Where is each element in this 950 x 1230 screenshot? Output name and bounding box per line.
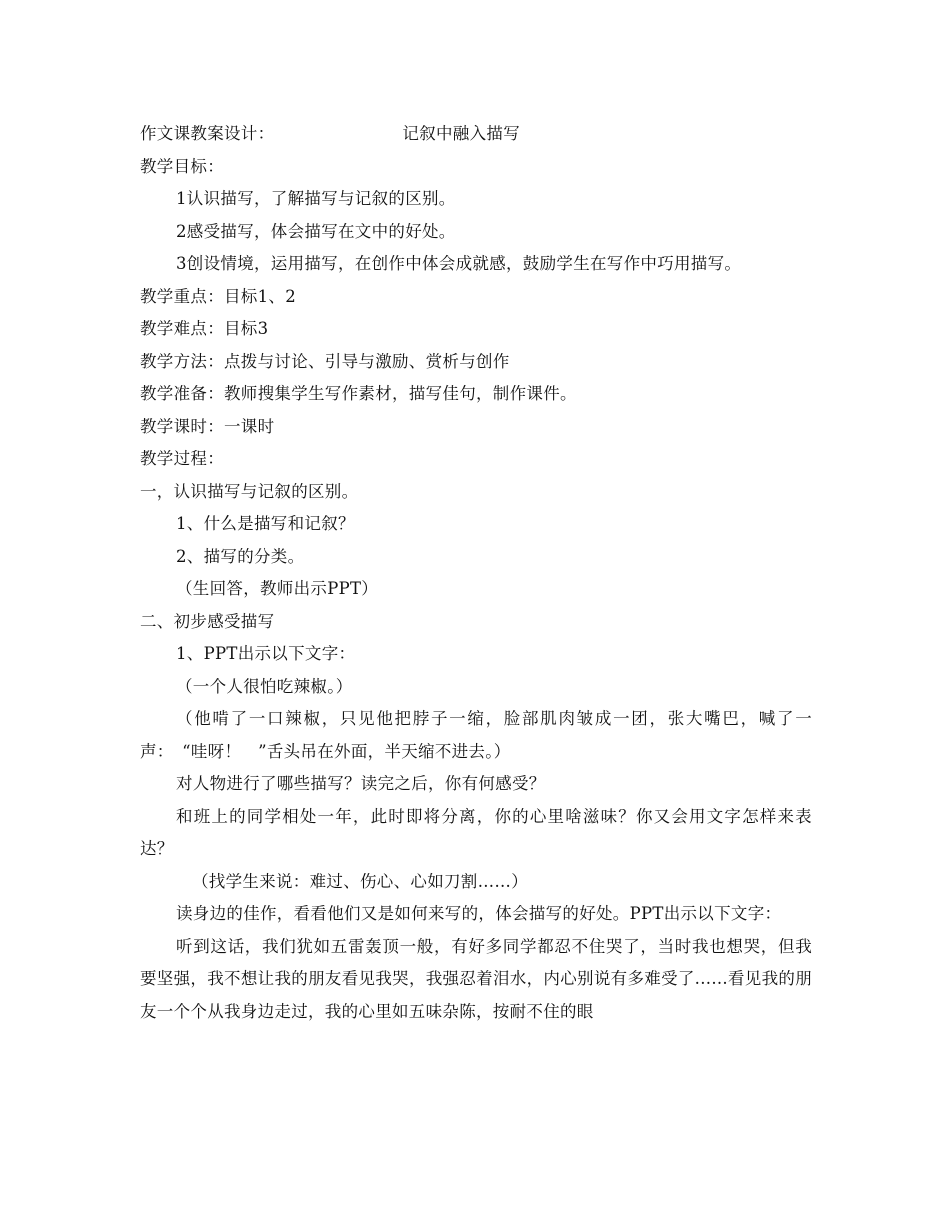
key-points: 教学重点：目标1、2: [140, 286, 296, 306]
section-2-scenario: 和班上的同学相处一年，此时即将分离，你的心里啥滋味？你又会用文字怎样来表达？: [140, 806, 812, 858]
goals-heading: 教学目标：: [140, 156, 224, 176]
teaching-methods: 教学方法：点拨与讨论、引导与激励、赏析与创作: [140, 351, 510, 371]
section-1-item-1: 1、什么是描写和记叙？: [176, 514, 355, 533]
goal-item-3: 3创设情境，运用描写，在创作中体会成就感，鼓励学生在写作中巧用描写。: [176, 254, 742, 273]
process-heading: 教学过程：: [140, 449, 224, 468]
goal-item-2: 2感受描写，体会描写在文中的好处。: [176, 221, 456, 241]
lesson-plan-body: [140, 118, 812, 1028]
section-2-excerpt: 听到这话，我们犹如五雷轰顶一般，有好多同学都忍不住哭了，当时我也想哭，但我要坚强，我不想让我的朋友看见我哭，我强忍着泪水，内心别说有多难受了......看见我的朋友一个个从我身边走过，我的心里如五味杂陈，按耐不住的眼: [140, 936, 812, 1021]
goal-item-1: 1认识描写，了解描写与记叙的区别。: [176, 189, 456, 208]
section-2-item-1: 1、PPT出示以下文字：: [176, 644, 356, 663]
section-1-heading: 一，认识描写与记叙的区别。: [140, 481, 359, 501]
section-2-read-prompt: 读身边的佳作，看看他们又是如何来写的，体会描写的好处。PPT出示以下文字：: [176, 904, 782, 923]
document-title-label: 作文课教案设计：: [140, 124, 275, 143]
section-2-example-2: （他啃了一口辣椒，只见他把脖子一缩，脸部肌肉皱成一团，张大嘴巴，喊了一声： “哇呀！ ”舌头吊在外面，半天缩不进去。）: [140, 709, 812, 761]
section-2-example-1: （一个人很怕吃辣椒。）: [176, 676, 353, 696]
section-1-note: （生回答，教师出示PPT）: [176, 579, 379, 598]
section-1-item-2: 2、描写的分类。: [176, 546, 305, 566]
difficulty-points: 教学难点：目标3: [140, 319, 269, 338]
teaching-preparation: 教学准备：教师搜集学生写作素材，描写佳句，制作课件。: [140, 384, 577, 403]
class-hours: 教学课时：一课时: [140, 416, 275, 436]
document-title-line: [140, 118, 812, 151]
section-2-answer: （找学生来说：难过、伤心、心如刀割……）: [192, 871, 528, 891]
section-2-heading: 二、初步感受描写: [140, 611, 275, 631]
document-title: 记叙中融入描写: [402, 124, 521, 143]
section-2-question: 对人物进行了哪些描写？读完之后，你有何感受？: [176, 774, 546, 793]
